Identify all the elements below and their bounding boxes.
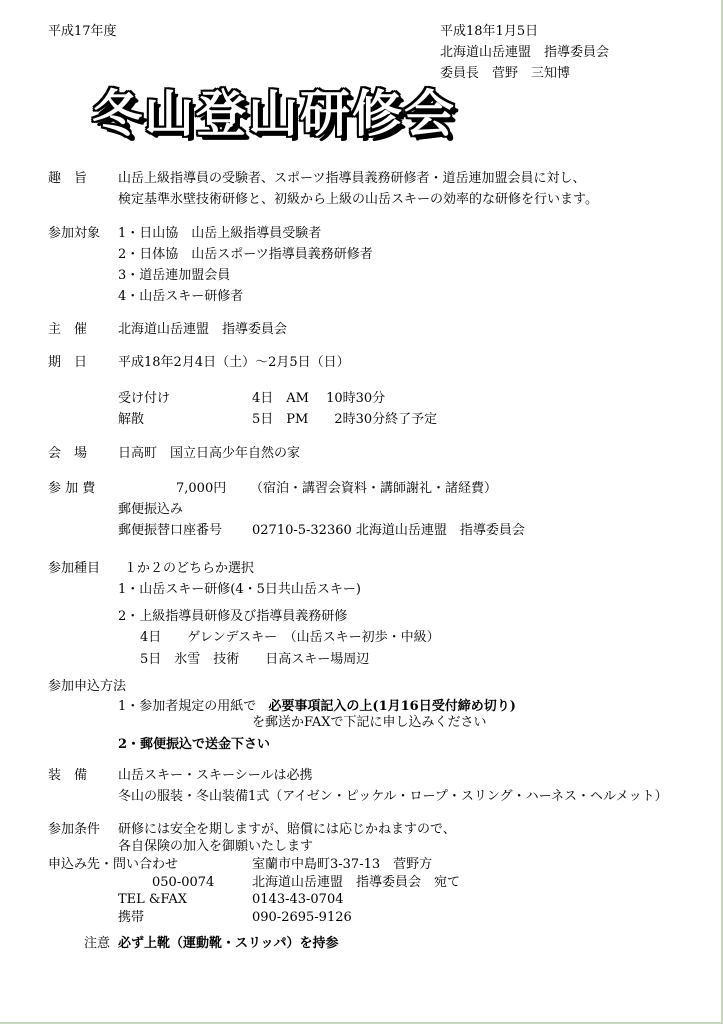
type-option-2: 2・上級指導員研修及び指導員義務研修 <box>118 609 348 624</box>
issue-date: 平成18年1月5日 <box>440 24 539 39</box>
conditions-label: 参加条件 <box>48 822 101 837</box>
type-option-2-day-5: 5日 氷雪 技術 日高スキー場周辺 <box>140 652 370 667</box>
purpose-label: 趣 旨 <box>48 171 88 186</box>
venue-value: 日高町 国立日高少年自然の家 <box>118 446 301 461</box>
application-step-1-deadline: 必要事項記入の上(1月16日受付締め切り) <box>268 699 516 714</box>
organizer-label: 主 催 <box>48 322 88 337</box>
reception-label: 受け付け <box>118 391 171 406</box>
account-label: 郵便振替口座番号 <box>118 523 223 538</box>
participant-item-1: 1・日山協 山岳上級指導員受験者 <box>118 226 322 241</box>
contact-label: 申込み先・問い合わせ <box>48 857 179 872</box>
application-step-1-line-2: を郵送かFAXで下記に申し込みください <box>252 715 487 730</box>
application-label: 参加申込方法 <box>48 679 127 694</box>
types-label: 参加種目 <box>48 561 101 576</box>
mobile-value: 090-2695-9126 <box>252 910 352 925</box>
mobile-label: 携帯 <box>118 910 145 925</box>
dismissal-label: 解散 <box>118 412 145 427</box>
note-label: 注意 <box>84 936 111 951</box>
equipment-line-2: 冬山の服装・冬山装備1式（アイゼン・ピッケル・ロープ・スリング・ハーネス・ヘルメット） <box>118 789 668 804</box>
application-step-1-prefix: 1・参加者規定の用紙で <box>118 699 257 714</box>
participants-label: 参加対象 <box>48 226 101 241</box>
tel-fax-label: TEL &FAX <box>118 892 188 907</box>
application-step-1 <box>118 699 516 715</box>
account-value: 02710-5-32360 北海道山岳連盟 指導委員会 <box>252 523 525 538</box>
contact-postal-code: 050-0074 <box>152 875 215 890</box>
period-label: 期 日 <box>48 355 88 370</box>
tel-fax-value: 0143-43-0704 <box>252 892 344 907</box>
types-intro: １か２のどちらか選択 <box>124 561 255 576</box>
dismissal-value: 5日 PM 2時30分終了予定 <box>252 412 438 427</box>
fiscal-year: 平成17年度 <box>48 24 117 39</box>
committee-chair: 委員長 菅野 三知博 <box>440 66 571 81</box>
application-step-2: 2・郵便振込で送金下さい <box>118 737 271 752</box>
note-value: 必ず上靴（運動靴・スリッパ）を持参 <box>118 936 339 951</box>
type-option-1: 1・山岳スキー研修(4・5日共山岳スキー) <box>118 582 361 597</box>
contact-recipient: 北海道山岳連盟 指導委員会 宛て <box>252 875 461 890</box>
purpose-line-1: 山岳上級指導員の受験者、スポーツ指導員義務研修者・道岳連加盟会員に対し、 <box>118 171 586 186</box>
reception-value: 4日 AM 10時30分 <box>252 391 386 406</box>
period-value: 平成18年2月4日（土）～2月5日（日） <box>118 355 350 370</box>
contact-address: 室蘭市中島町3-37-13 菅野方 <box>252 857 433 872</box>
fee-amount: 7,000円 <box>176 481 227 496</box>
participant-item-2: 2・日体協 山岳スポーツ指導員義務研修者 <box>118 247 373 262</box>
issuing-organization: 北海道山岳連盟 指導委員会 <box>440 45 610 60</box>
equipment-line-1: 山岳スキー・スキーシールは必携 <box>118 768 313 783</box>
page-title: 冬山登山研修会 <box>92 85 456 143</box>
conditions-line-2: 各自保険の加入を御願いたします <box>118 839 314 854</box>
purpose-line-2: 検定基準氷壁技術研修と、初級から上級の山岳スキーの効率的な研修を行います。 <box>118 192 598 207</box>
venue-label: 会 場 <box>48 446 88 461</box>
fee-label: 参 加 費 <box>48 481 96 496</box>
equipment-label: 装 備 <box>48 768 88 783</box>
organizer-value: 北海道山岳連盟 指導委員会 <box>118 322 288 337</box>
participant-item-4: 4・山岳スキー研修者 <box>118 289 244 304</box>
participant-item-3: 3・道岳連加盟会員 <box>118 268 231 283</box>
fee-method: 郵便振込み <box>118 502 184 517</box>
type-option-2-day-4: 4日 ゲレンデスキー （山岳スキー初歩・中級） <box>140 630 440 645</box>
conditions-line-1: 研修には安全を期しますが、賠償には応じかねますので、 <box>118 822 456 837</box>
fee-detail: （宿泊・講習会資料・講師謝礼・諸経費） <box>250 481 498 496</box>
